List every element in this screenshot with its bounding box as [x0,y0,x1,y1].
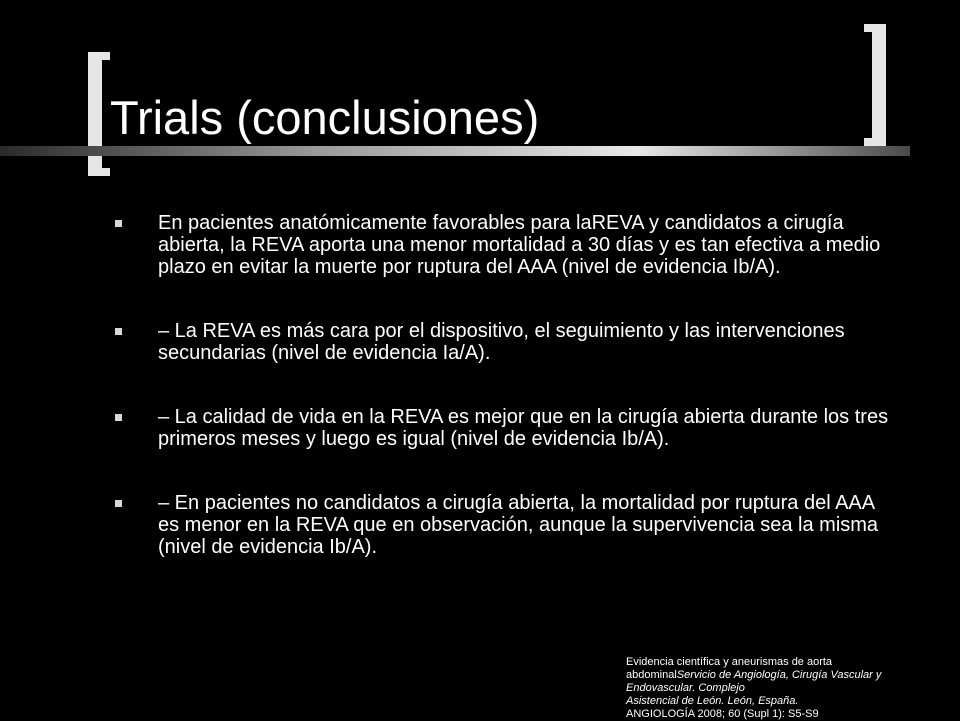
citation-line: Asistencial de León. León, España. [626,695,799,707]
square-bullet-icon [115,500,122,507]
bullet-item [110,320,900,364]
bullet-item [110,406,900,450]
left-bracket-decoration [88,52,102,176]
right-bracket-top-decoration [864,24,886,32]
citation-line: Evidencia científica y aneurismas de aorta [626,656,833,668]
bullet-item [110,492,900,558]
citation-italic-text: Servicio de Angiología, Cirugía Vascular y [676,669,882,681]
bullet-item [110,212,900,278]
bullet-list [110,212,900,600]
bullet-text: – En pacientes no candidatos a cirugía abierta, la mortalidad por ruptura del AAA es menor en la REVA que en observación, aunque la supervivencia sea la misma (nivel de evidencia Ib/A). [158,492,879,558]
square-bullet-icon [115,220,122,227]
right-bracket-bottom-decoration [864,138,886,146]
left-bracket-bottom-decoration [88,168,110,176]
left-bracket-top-decoration [88,52,110,60]
citation-line: Endovascular. Complejo [626,682,745,694]
bullet-text: En pacientes anatómicamente favorables para laREVA y candidatos a cirugía abierta, la REVA aporta una menor mortalidad a 30 días y es tan efectiva a medio plazo en evitar la muerte por ruptura del AAA (nivel de evidencia Ib/A). [158,212,881,278]
bullet-text: – La calidad de vida en la REVA es mejor que en la cirugía abierta durante los tres primeros meses y luego es igual (nivel de evidencia Ib/A). [158,406,889,450]
square-bullet-icon [115,328,122,335]
title-underline [0,146,910,156]
bullet-text: – La REVA es más cara por el dispositivo, el seguimiento y las intervenciones secundarias (nivel de evidencia Ia/A). [158,320,845,364]
square-bullet-icon [115,414,122,421]
citation-line: ANGIOLOGÍA 2008; 60 (Supl 1): S5-S9 [626,708,819,720]
citation-text: abdominal [626,669,677,681]
right-bracket-decoration [872,24,886,146]
citation-line [626,669,926,682]
citation [626,656,926,721]
slide-title: Trials (conclusiones) [110,91,540,144]
